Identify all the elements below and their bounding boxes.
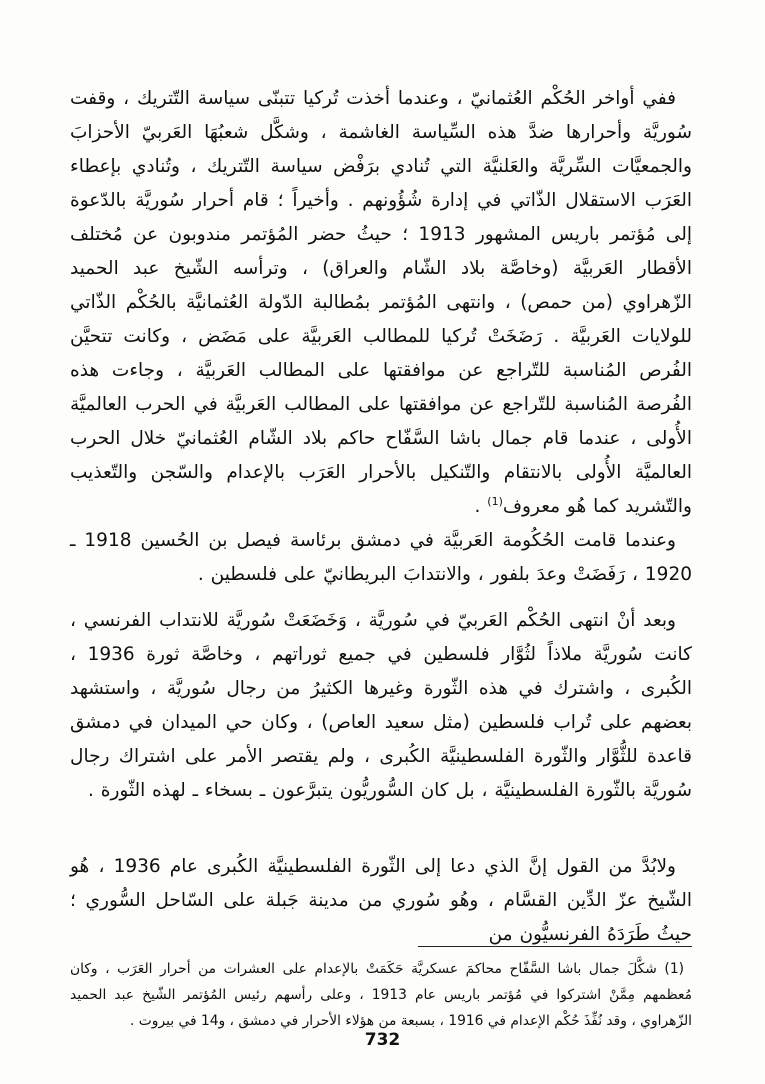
footnote: (1) شكَّلَ جمال باشا السَّفّاح محاكمَ عسكريَّة حَكَمَتْ بالإعدام على العشرات من أحرار العَرَب ، وكان مُعظمهم مِمَّنْ اشتركوا في مُؤتمر باريس عام 1913 ، وعلى رأسهم رئيس المُؤتمر الشّيخ عبد الحميد الزّهراوي ، وقد نُفِّذَ حُكْم الإعدام في 1916 ، بسبعة من هؤلاء الأحرار في دمشق ، و14 في بيروت . [70,961,692,1029]
paragraph-body: ففي أواخر الحُكْم العُثمانيّ ، وعندما أخذت تُركيا تتبنّى سياسة التّتريك ، وقفت سُوريَّة وأحرارها ضدَّ هذه السِّياسة الغاشمة ، وشكَّل شعبُهَا العَربيّ الأحزابَ والجمعيَّات السِّريَّة والعَلنيَّة التي تُنادي برَفْض سياسة التّتريك ، وتُنادي بإعطاء العَرَب الاستقلال الذّاتي في إدارة شُؤُونهم . وأخيراً ؛ قام أحرار سُوريَّة بالدّعوة إلى مُؤتمر باريس المشهور 1913 ؛ حيثُ حضر المُؤتمر مندوبون عن مُختلف الأقطار العَربيَّة (وخاصَّة بلاد الشّام والعراق) ، وترأسه الشّيخ عبد الحميد الزّهراوي (من حمص) ، وانتهى المُؤتمر بمُطالبة الدّولة العُثمانيَّة بالحُكْم الذّاتي للولايات العَربيَّة . رَضَخَتْ تُركيا للمطالب العَربيَّة على مَضَض ، وكانت تتحيَّن الفُرص المُناسبة للتّراجع عن موافقتها على المطالب العَربيَّة ، وجاءت هذه الفُرصة المُناسبة للتّراجع عن موافقتها على المطالب العَربيَّة في الحرب العالميَّة الأُولى ، عندما قام جمال باشا السَّفّاح حاكم بلاد الشّام العُثمانيّ خلال الحرب العالميَّة الأُولى بالانتقام والتّنكيل بالأحرار العَرَب بالإعدام والسّجن والتّعذيب والتّشريد كما هُو معروف [70,88,693,517]
paragraph-text: ولابُدَّ من القول إنَّ الذي دعا إلى الثّورة الفلسطينيَّة الكُبرى عام 1936 ، هُو الشّيخ عزّ الدِّين القسَّام ، وهُو سُوري من مدينة جَبلة على السّاحل السُّوري ؛ حيثُ طَرَدَهُ الفرنسيُّون من [70,856,692,945]
page-number: 732 [364,1030,401,1050]
paragraph-text: وعندما قامت الحُكُومة العَربيَّة في دمشق برئاسة فيصل بن الحُسين 1918 ـ 1920 ، رَفَضَتْ وعدَ بلفور ، والانتدابَ البريطانيّ على فلسطين . [70,530,692,585]
footnote-divider [418,946,692,947]
paragraph-text [70,82,692,524]
paragraph-ending: . [474,496,488,517]
paragraph-text: وبعد أنْ انتهى الحُكْم العَربيّ في سُوريَّة ، وَخَضَعَتْ سُوريَّة للانتداب الفرنسي ، كانت سُوريَّة ملاذاً لثُوَّار فلسطين في جميع ثوراتهم ، وخاصَّة ثورة 1936 ، الكُبرى ، واشترك في هذه الثّورة وغيرها الكثيرُ من رجال سُوريَّة ، واستشهد بعضهم على تُراب فلسطين (مثل سعيد العاص) ، وكان حي الميدان في دمشق قاعدة للثُّوَّار والثّورة الفلسطينيَّة الكُبرى ، ولم يقتصر الأمر على اشتراك رجال سُوريَّة بالثّورة الفلسطينيَّة ، بل كان السُّوريُّون يتبرَّعون ـ بسخاء ـ لهذه الثّورة . [70,610,692,801]
paragraph-arab-government [70,524,692,592]
footnote-reference: (1) [487,494,503,508]
paragraph-french-mandate [70,604,692,808]
paragraph-qassam [70,850,692,952]
paragraph-ottoman-era [70,82,692,524]
